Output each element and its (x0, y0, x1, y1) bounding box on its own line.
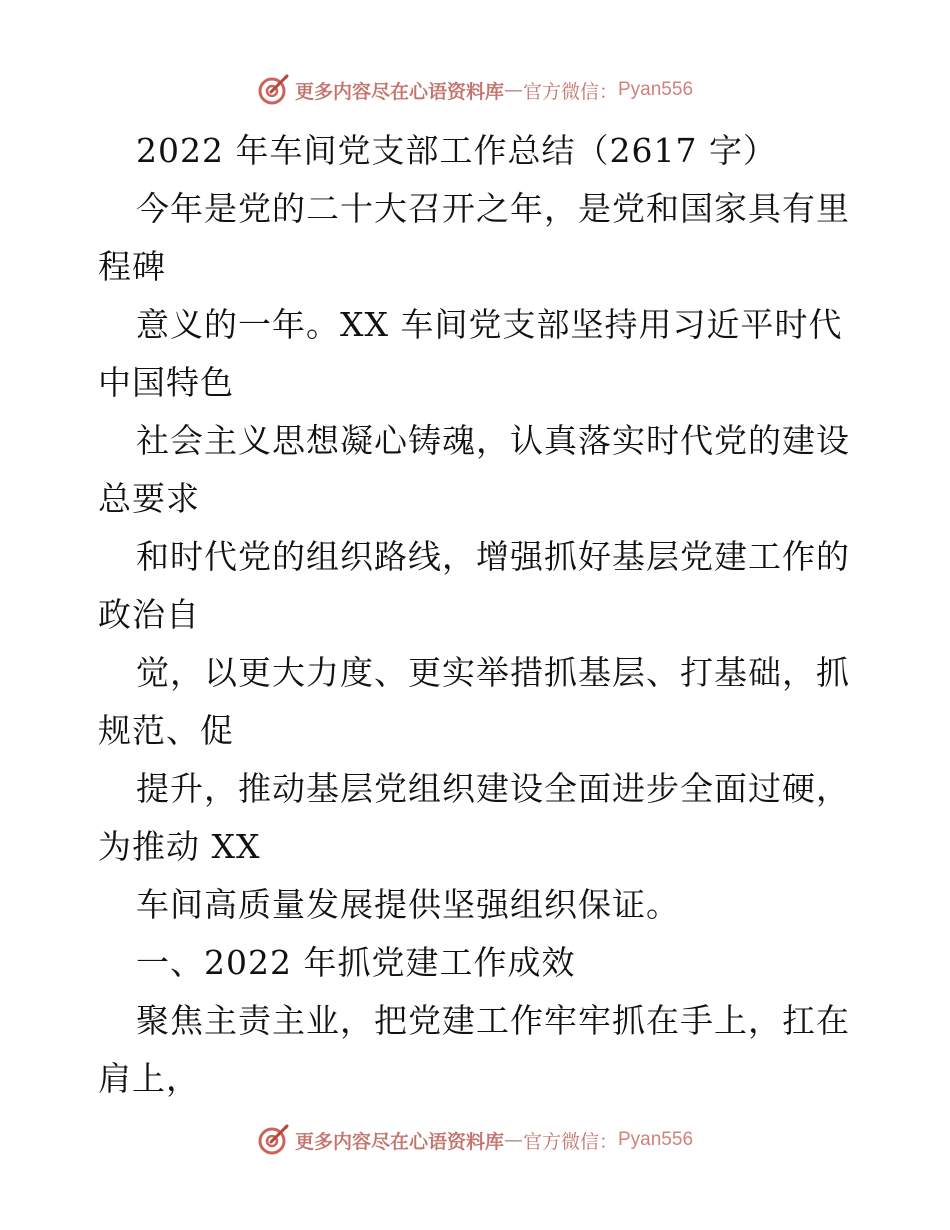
watermark-sub-text: 官方微信： (522, 80, 618, 103)
paragraph-line: 聚焦主责主业，把党建工作牢牢抓在手上，扛在 (136, 1001, 850, 1040)
paragraph-line: 今年是党的二十大召开之年，是党和国家具有里 (136, 189, 850, 228)
pen-logo-icon (257, 73, 291, 107)
paragraph-line: 为推动 XX (98, 827, 261, 866)
pen-logo-icon (257, 1123, 291, 1157)
paragraph-line: 车间高质量发展提供坚强组织保证。 (136, 885, 680, 924)
paragraph-line: 和时代党的组织路线，增强抓好基层党建工作的 (136, 537, 850, 576)
paragraph-line: 规范、促 (98, 711, 234, 750)
paragraph-line: 肩上， (98, 1059, 200, 1098)
paragraph-line: 中国特色 (98, 363, 234, 402)
paragraph-line: 程碑 (98, 247, 166, 286)
watermark-id-text: Pyan556 (618, 79, 694, 100)
paragraph-line: 社会主义思想凝心铸魂，认真落实时代党的建设 (136, 421, 850, 460)
paragraph-line: 一、2022 年抓党建工作成效 (136, 943, 576, 982)
footer-watermark (0, 1120, 950, 1160)
document-title: 2022 年车间党支部工作总结（2617 字） (136, 131, 777, 170)
paragraph-line: 意义的一年。XX 车间党支部坚持用习近平时代 (136, 305, 843, 344)
watermark-separator: — (503, 79, 523, 101)
watermark-sub-text: 官方微信： (522, 1130, 618, 1153)
watermark-separator: — (503, 1129, 523, 1151)
watermark-id-text: Pyan556 (618, 1129, 694, 1150)
paragraph-line: 提升，推动基层党组织建设全面进步全面过硬， (136, 769, 850, 808)
paragraph-line: 总要求 (98, 479, 200, 518)
paragraph-line: 政治自 (98, 595, 200, 634)
watermark-main-text: 更多内容尽在心语资料库 (294, 80, 504, 103)
header-watermark (0, 70, 950, 110)
document-body (98, 122, 858, 1108)
paragraph-line: 觉，以更大力度、更实举措抓基层、打基础，抓 (136, 653, 850, 692)
watermark-main-text: 更多内容尽在心语资料库 (294, 1130, 504, 1153)
